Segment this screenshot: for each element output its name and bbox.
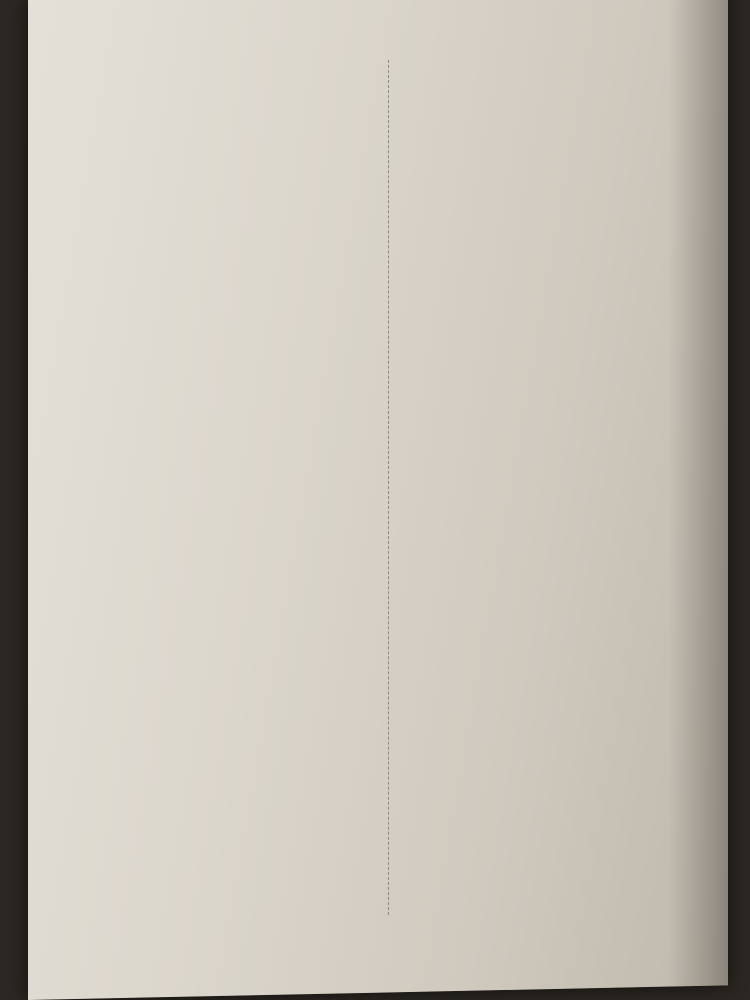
paper-sheet — [28, 0, 728, 1000]
column-divider — [388, 60, 389, 915]
page-edge-shadow — [668, 0, 728, 987]
